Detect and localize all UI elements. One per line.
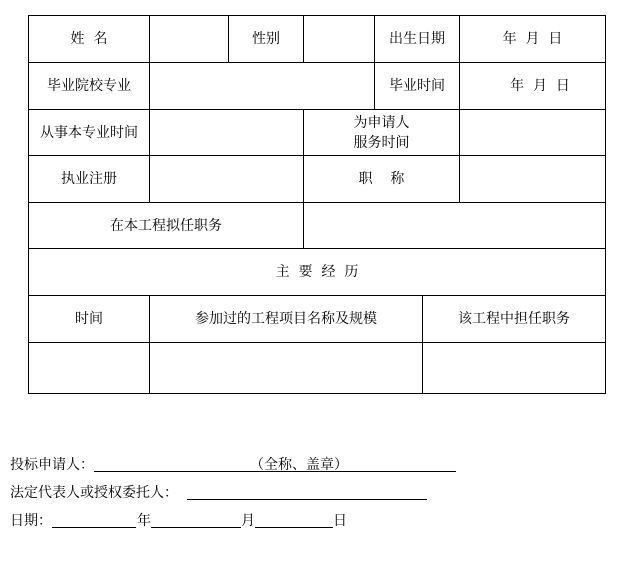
col-header-project: 参加过的工程项目名称及规模 xyxy=(195,311,377,327)
birth-date-label: 出生日期 xyxy=(389,31,445,47)
col-header-role: 该工程中担任职务 xyxy=(458,311,570,327)
experience-role-cell[interactable] xyxy=(423,343,605,393)
month-underline[interactable] xyxy=(151,527,241,528)
table-border-right xyxy=(605,15,606,394)
experience-project-cell[interactable] xyxy=(150,343,422,393)
month-label: 月 xyxy=(241,513,255,529)
year-label: 年 xyxy=(137,513,151,529)
registration-label: 执业注册 xyxy=(61,171,117,187)
birth-date-value[interactable]: 年 月 日 xyxy=(502,31,563,47)
date-label: 日期： xyxy=(10,513,52,529)
school-major-value[interactable] xyxy=(150,63,374,109)
year-underline[interactable] xyxy=(52,527,136,528)
bidder-note: （全称、盖章） xyxy=(250,457,348,473)
school-major-label: 毕业院校专业 xyxy=(47,78,131,94)
experience-heading: 主 要 经 历 xyxy=(275,264,359,280)
experience-time-cell[interactable] xyxy=(29,343,149,393)
legal-rep-label: 法定代表人或授权委托人： xyxy=(10,485,178,501)
gender-label: 性别 xyxy=(252,31,280,47)
job-title-value[interactable] xyxy=(460,156,605,202)
service-time-label: 为申请人 服务时间 xyxy=(353,114,410,151)
planned-role-label: 在本工程拟任职务 xyxy=(110,217,222,234)
legal-rep-underline[interactable] xyxy=(187,499,427,500)
bidder-label: 投标申请人： xyxy=(10,457,94,473)
graduation-time-value[interactable]: 年 月 日 xyxy=(510,78,570,94)
gender-value[interactable] xyxy=(304,16,374,62)
col-header-time: 时间 xyxy=(75,311,103,327)
graduation-time-label: 毕业时间 xyxy=(389,78,445,94)
planned-role-value[interactable] xyxy=(304,203,605,248)
table-border-bottom xyxy=(28,393,606,394)
day-underline[interactable] xyxy=(255,527,333,528)
day-label: 日 xyxy=(333,513,347,529)
work-time-value[interactable] xyxy=(150,110,303,155)
job-title-label: 职 称 xyxy=(358,171,405,187)
name-label: 姓 名 xyxy=(70,31,108,47)
registration-value[interactable] xyxy=(150,156,303,202)
work-time-label: 从事本专业时间 xyxy=(40,124,138,141)
name-value[interactable] xyxy=(150,16,228,62)
service-time-value[interactable] xyxy=(460,110,605,155)
